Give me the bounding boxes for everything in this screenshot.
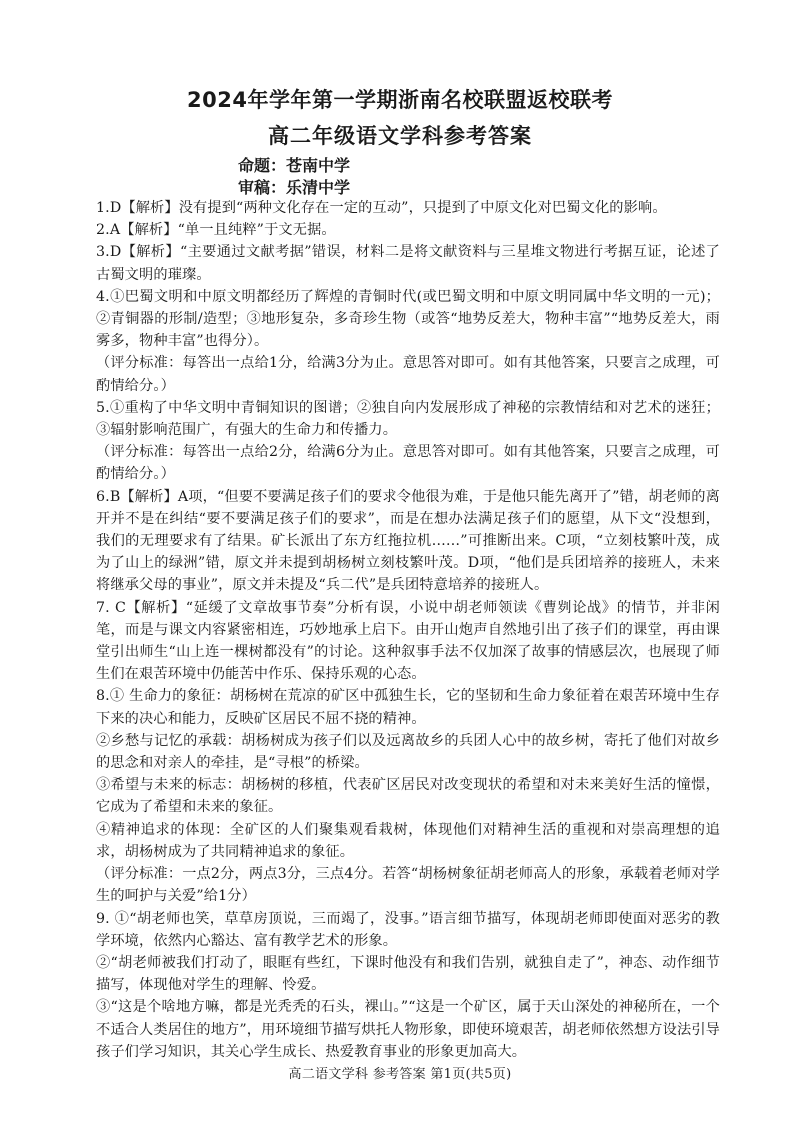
proposer-line: 命题：苍南中学 xyxy=(238,156,351,175)
answer-list xyxy=(96,197,720,1063)
scoring-note: （评分标准：每答出一点给2分，给满6分为止。意思答对即可。如有其他答案，只要言之成理，可酌情给分。） xyxy=(96,444,720,483)
answer-paragraph: 7. C【解析】“延缓了文章故事节奏”分析有误，小说中胡老师领读《曹刿论战》的情节，并非闲笔，而是与课文内容紧密相连，巧妙地承上启下。由开山炮声自然地引出了孩子们的课堂，再由课堂引出师生“山上连一棵树都没有”的讨论。这种叙事手法不仅加深了故事的情感层次，也展现了师生们在艰苦环境中仍能苦中作乐、保持乐观的心态。 xyxy=(96,599,720,683)
page-footer: 高二语文学科 参考答案 第1页(共5页) xyxy=(288,1067,512,1082)
answer-paragraph: ④精神追求的体现：全矿区的人们聚集观看栽树，体现他们对精神生活的重视和对崇高理想的追求，胡杨树成为了共同精神追求的象征。 xyxy=(96,821,720,860)
answer-paragraph: ②“胡老师被我们打动了，眼眶有些红，下课时他没有和我们告别，就独自走了”，神态、动作细节描写，体现他对学生的理解、怜爱。 xyxy=(96,954,720,994)
document-subtitle: 高二年级语文学科参考答案 xyxy=(268,124,532,148)
answer-paragraph: ③希望与未来的标志：胡杨树的移植，代表矿区居民对改变现状的希望和对未来美好生活的憧憬，它成为了希望和未来的象征。 xyxy=(96,777,720,816)
answer-paragraph: ③“这是个啥地方嘛，都是光秃秃的石头，裸山。”“这是一个矿区，属于天山深处的神秘所在，一个不适合人类居住的地方”，用环境细节描写烘托人物形象，即使环境艰苦，胡老师依然想方设法引导孩子们学习知识，其关心学生成长、热爱教育事业的形象更加高大。 xyxy=(96,999,720,1060)
answer-paragraph: 3.D【解析】“主要通过文献考据”错误，材料二是将文献资料与三星堆文物进行考据互证，论述了古蜀文明的璀璨。 xyxy=(96,244,720,283)
answer-paragraph: 2.A【解析】“单一且纯粹”于文无据。 xyxy=(96,222,336,239)
scoring-note: （评分标准：每答出一点给1分，给满3分为止。意思答对即可。如有其他答案，只要言之成理，可酌情给分。） xyxy=(96,355,720,394)
answer-paragraph: 1.D【解析】没有提到“两种文化存在一定的互动”，只提到了中原文化对巴蜀文化的影响。 xyxy=(96,200,667,216)
answer-paragraph: 4.①巴蜀文明和中原文明都经历了辉煌的青铜时代(或巴蜀文明和中原文明同属中华文明的一元)；②青铜器的形制/造型；③地形复杂，多奇珍生物（或答“地势反差大，物种丰富”“地势反差大，雨雾多，物种丰富”也得分）。 xyxy=(96,288,720,350)
reviewer-line: 审稿：乐清中学 xyxy=(238,178,351,197)
answer-paragraph: 6.B【解析】A项，“但要不要满足孩子们的要求令他很为难，于是他只能先离开了”错，胡老师的离开并不是在纠结“要不要满足孩子们的要求”，而是在想办法满足孩子们的愿望，从下文“没想到，我们的无理要求有了结果。矿长派出了东方红拖拉机……”可推断出来。C项，“立刻枝繁叶茂，成为了山上的绿洲”错，原文并未提到胡杨树立刻枝繁叶茂。D项，“他们是兵团培养的接班人，未来将继承父母的事业”，原文并未提及“兵二代”是兵团特意培养的接班人。 xyxy=(96,488,720,594)
scoring-note: （评分标准：一点2分，两点3分，三点4分。若答“胡杨树象征胡老师高人的形象，承载着老师对学生的呵护与关爱”给1分） xyxy=(96,866,720,905)
answer-paragraph: 5.①重构了中华文明中青铜知识的图谱；②独自向内发展形成了神秘的宗教情结和对艺术的迷狂；③辐射影响范围广，有强大的生命力和传播力。 xyxy=(96,399,720,439)
answer-paragraph: 9. ①“胡老师也笑，草草房顶说，三而竭了，没事。”语言细节描写，体现胡老师即使面对恶劣的教学环境，依然内心豁达、富有教学艺术的形象。 xyxy=(96,910,720,949)
answer-paragraph: ②乡愁与记忆的承载：胡杨树成为孩子们以及远离故乡的兵团人心中的故乡树，寄托了他们对故乡的思念和对亲人的牵挂，是“寻根”的桥梁。 xyxy=(96,732,720,772)
exam-title: 2024年学年第一学期浙南名校联盟返校联考 xyxy=(187,88,613,112)
answer-paragraph: 8.① 生命力的象征：胡杨树在荒凉的矿区中孤独生长，它的坚韧和生命力象征着在艰苦环境中生存下来的决心和能力，反映矿区居民不屈不挠的精神。 xyxy=(96,688,720,727)
